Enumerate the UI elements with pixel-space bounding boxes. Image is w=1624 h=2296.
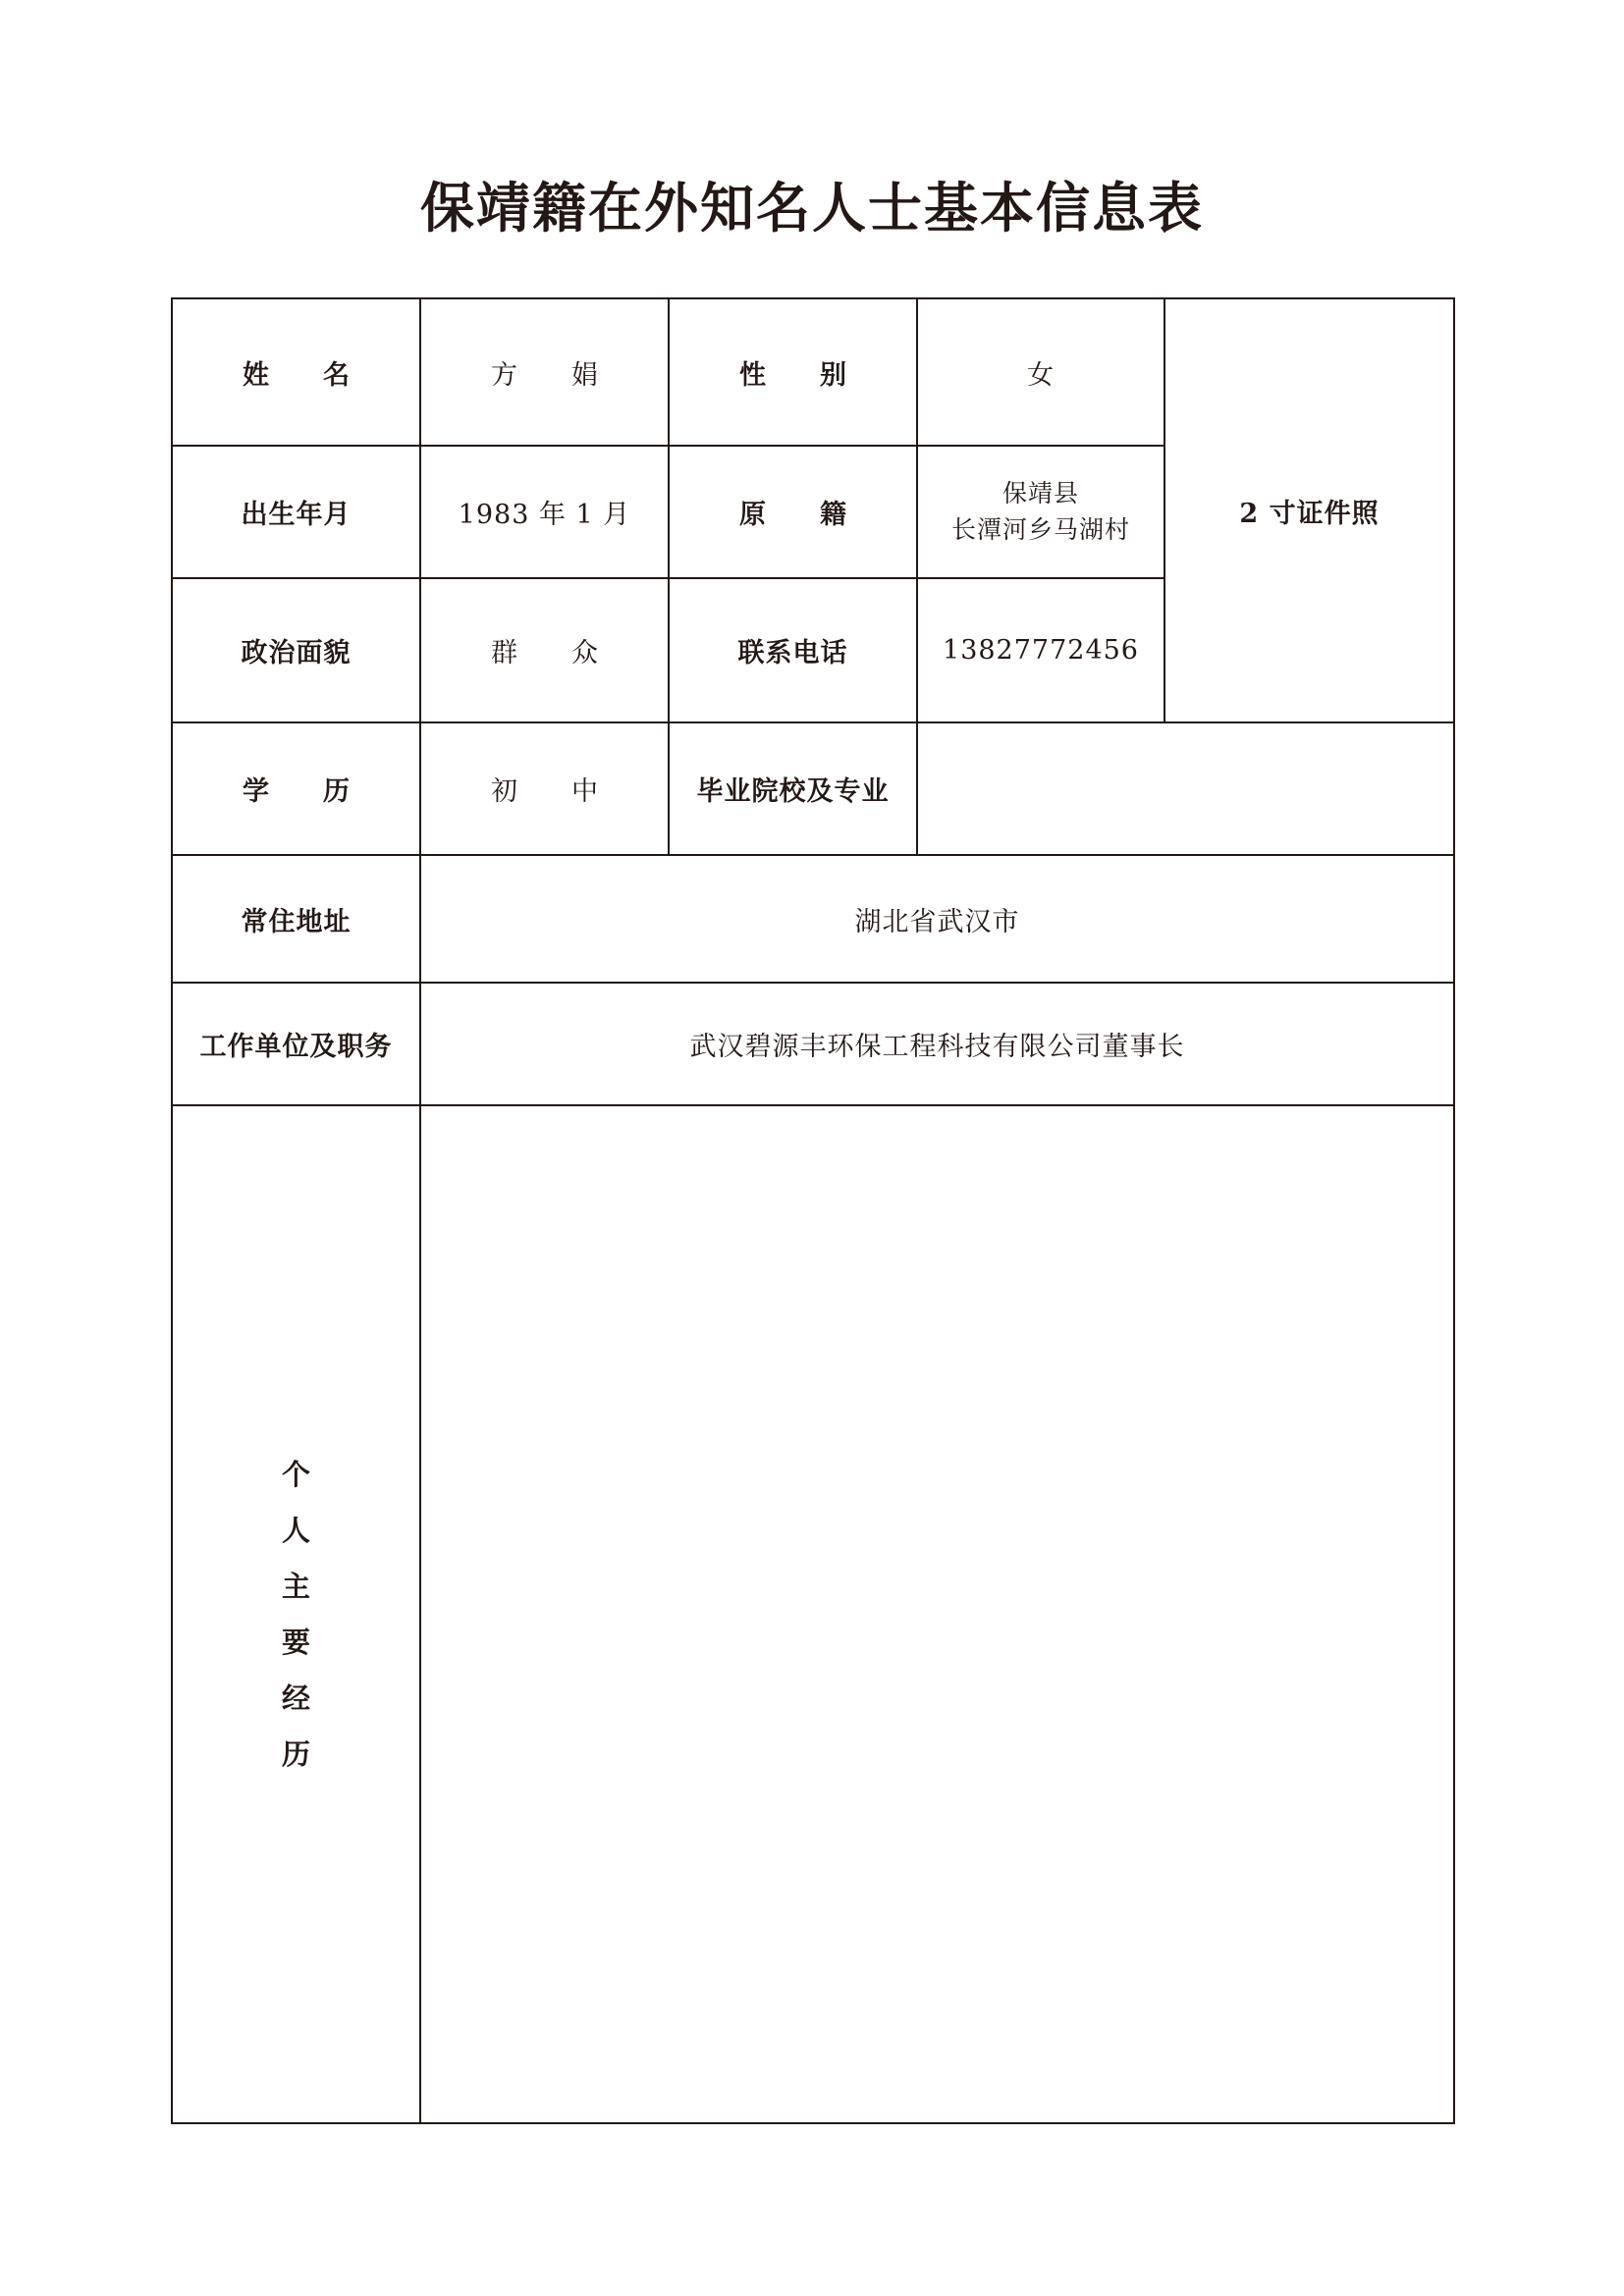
table-row-experience (172, 1105, 1454, 2123)
label-employer-position: 工作单位及职务 (172, 983, 420, 1105)
experience-char-2: 人 (281, 1513, 310, 1547)
label-gender: 性 别 (669, 298, 917, 446)
experience-char-4: 要 (281, 1625, 310, 1659)
experience-char-1: 个 (281, 1457, 310, 1491)
page-title: 保靖籍在外知名人士基本信息表 (419, 176, 1204, 240)
label-name: 姓 名 (172, 298, 420, 446)
label-education: 学 历 (172, 722, 420, 855)
experience-char-3: 主 (281, 1569, 310, 1603)
value-personal-experience[interactable] (420, 1105, 1454, 2123)
label-school-major: 毕业院校及专业 (669, 722, 917, 855)
value-political-status[interactable]: 群 众 (420, 578, 669, 722)
value-native-place-line-1: 保靖县 (1001, 479, 1079, 508)
label-political-status: 政治面貌 (172, 578, 420, 722)
table-row-name (172, 298, 1454, 446)
value-school-major[interactable] (917, 722, 1454, 855)
photo-placeholder-cell[interactable]: 2 寸证件照 (1164, 298, 1454, 722)
label-personal-experience (172, 1105, 420, 2123)
table-row-employer (172, 983, 1454, 1105)
label-native-place: 原 籍 (669, 446, 917, 578)
experience-char-6: 历 (281, 1736, 310, 1771)
label-residence-address: 常住地址 (172, 855, 420, 983)
table-row-education (172, 722, 1454, 855)
value-native-place[interactable] (917, 446, 1164, 578)
experience-char-5: 经 (281, 1681, 310, 1715)
basic-information-table (171, 297, 1455, 2124)
label-birth-date: 出生年月 (172, 446, 420, 578)
value-birth-date[interactable]: 1983 年 1 月 (420, 446, 669, 578)
label-phone: 联系电话 (669, 578, 917, 722)
value-residence-address[interactable]: 湖北省武汉市 (420, 855, 1454, 983)
table-row-residence (172, 855, 1454, 983)
value-employer-position[interactable]: 武汉碧源丰环保工程科技有限公司董事长 (420, 983, 1454, 1105)
value-phone[interactable]: 13827772456 (917, 578, 1164, 722)
value-gender[interactable]: 女 (917, 298, 1164, 446)
value-native-place-line-2: 长潭河乡马湖村 (950, 514, 1130, 544)
value-education[interactable]: 初 中 (420, 722, 669, 855)
value-name[interactable]: 方 娟 (420, 298, 669, 446)
